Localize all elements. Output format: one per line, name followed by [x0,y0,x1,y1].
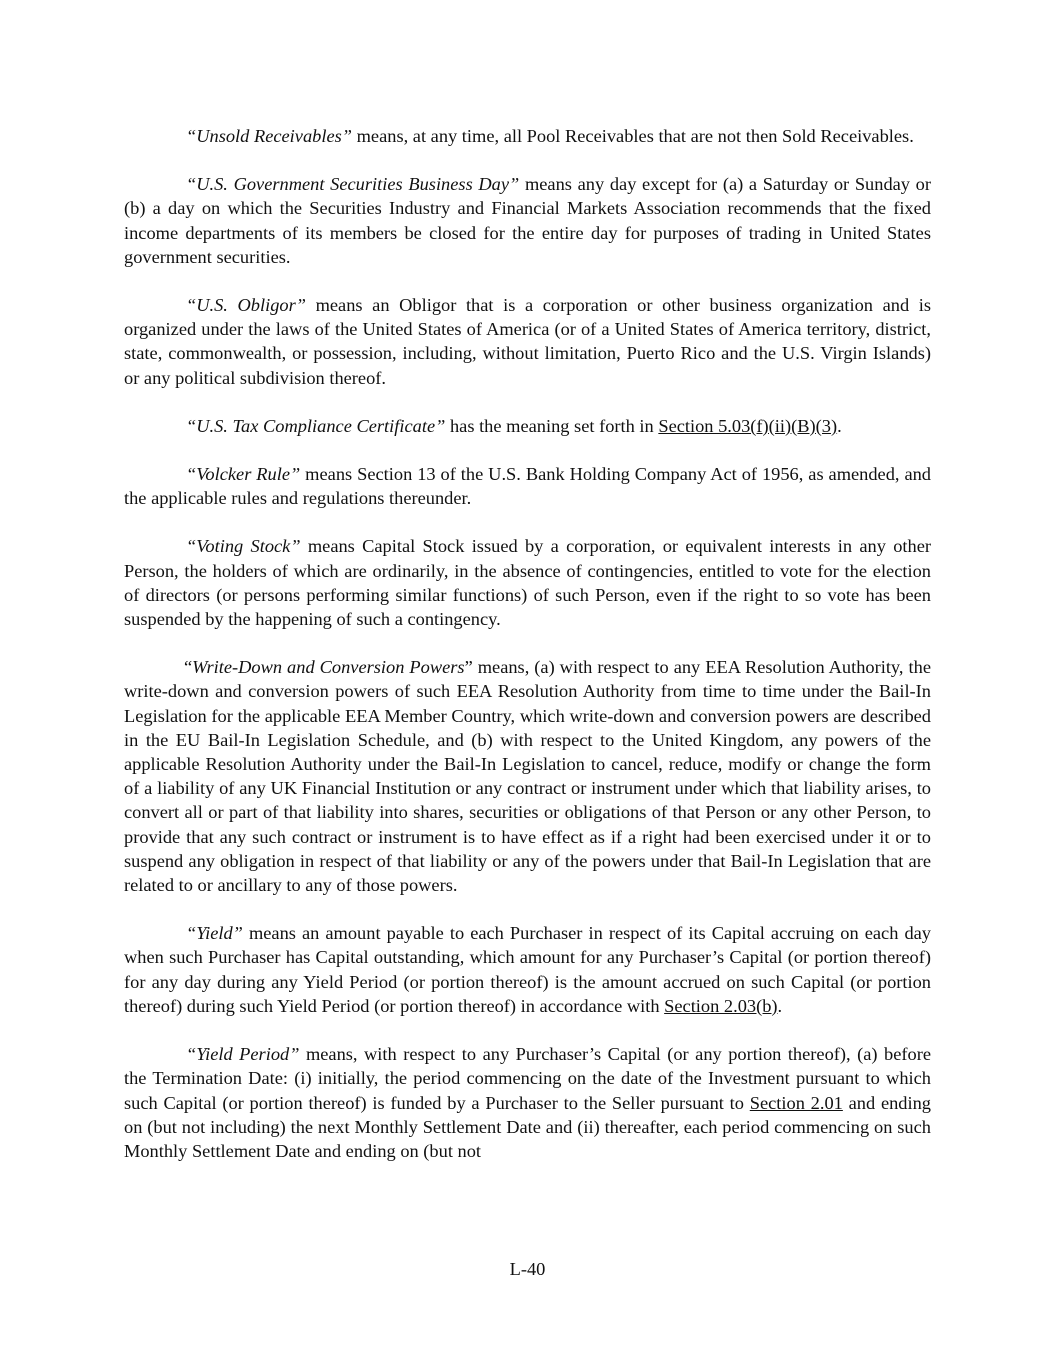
definition-text-end: and ending on (but not including) the next Monthly Settlement Date and (ii) thereafter, each period commencing on such Monthly Settlement Date and ending on (but not [124,1092,931,1161]
defined-term: “U.S. Obligor” [186,295,306,316]
section-reference-link[interactable]: Section 5.03(f)(ii)(B)(3) [658,415,838,436]
section-reference-link[interactable]: Section 2.01 [749,1092,843,1113]
definition-text: means, with respect to any Purchaser’s Capital (or any portion thereof), (a) before the Termination Date: (i) initially, the period commencing on the date of the Investment pursuant to which such Capital (or portion thereof) is funded by a Purchaser to the Seller pursuant to [124,1044,931,1113]
document-page [124,124,931,1187]
defined-term: “U.S. Government Securities Business Day” [186,174,520,195]
definition-text: means any day except for (a) a Saturday or Sunday or (b) a day on which the Securities Industry and Financial Markets Association recommends that the fixed income departments of its members be closed for the entire day for purposes of trading in United States government securities. [124,174,931,267]
definition-yield [124,921,931,1018]
defined-term: Write-Down and Conversion Powers [192,657,465,678]
definition-voting-stock [124,534,931,631]
definition-text: has the meaning set forth in [445,415,659,436]
defined-term: “Volcker Rule” [186,464,301,485]
defined-term: “Yield” [186,923,243,944]
definition-write-down-and-conversion-powers [124,655,931,897]
page-number: L-40 [509,1259,546,1279]
definition-yield-period [124,1042,931,1163]
definition-text: means Section 13 of the U.S. Bank Holding Company Act of 1956, as amended, and the applicable rules and regulations thereunder. [124,464,931,509]
definition-text-end: . [837,415,842,436]
defined-term: “Unsold Receivables” [186,126,353,146]
defined-term: “U.S. Tax Compliance Certificate” [186,415,446,436]
definition-unsold-receivables [124,124,931,148]
definition-text: means Capital Stock issued by a corporation, or equivalent interests in any other Person, the holders of which are ordinarily, in the absence of contingencies, entitled to vote for the election of directors (or persons performing similar functions) of such Person, even if the right to so vote has been suspended by the happening of such a contingency. [124,536,931,630]
definition-text: means, (a) with respect to any EEA Resolution Authority, the write-down and conversion powers of such EEA Resolution Authority from time to time under the Bail-In Legislation for the applicable EEA Member Country, which write-down and conversion powers are described in the EU Bail-In Legislation Schedule, and (b) with respect to the United Kingdom, any powers of the applicable Resolution Authority under the Bail-In Legislation to cancel, reduce, modify or change the form of a liability of any UK Financial Institution or any contract or instrument under which that liability arises, to convert all or part of that liability into shares, securities or obligations of that Person or any other Person, to provide that any such contract or instrument is to have effect as if a right had been exercised under it or to suspend any obligation in respect of that liability or any of the powers under that Bail-In Legislation that are related to or ancillary to any of those powers. [124,657,931,896]
section-reference-link[interactable]: Section 2.03(b) [664,995,778,1016]
definition-us-tax-compliance-certificate [124,414,931,438]
open-quote: “ [184,657,193,678]
definition-us-government-securities-business-day [124,172,931,269]
definition-text: means an Obligor that is a corporation or other business organization and is organized under the laws of the United States of America (or of a United States of America territory, district, state, commonwealth, or possession, including, without limitation, Puerto Rico and the U.S. Virgin Islands) or any political subdivision thereof. [124,295,932,388]
definition-text: means, at any time, all Pool Receivables that are not then Sold Receivables. [352,126,914,146]
definition-text: means an amount payable to each Purchaser in respect of its Capital accruing on each day when such Purchaser has Capital outstanding, which amount for any Purchaser’s Capital (or portion thereof) for any day during any Yield Period (or portion thereof) is the amount accrued on such Capital (or portion thereof) during such Yield Period (or portion thereof) in accordance with [124,923,931,1016]
definition-us-obligor [124,293,931,390]
definition-text-end: . [777,995,783,1016]
defined-term: “Voting Stock” [186,536,301,557]
definition-volcker-rule [124,462,931,510]
defined-term: “Yield Period” [186,1044,300,1065]
close-quote: ” [464,657,473,678]
